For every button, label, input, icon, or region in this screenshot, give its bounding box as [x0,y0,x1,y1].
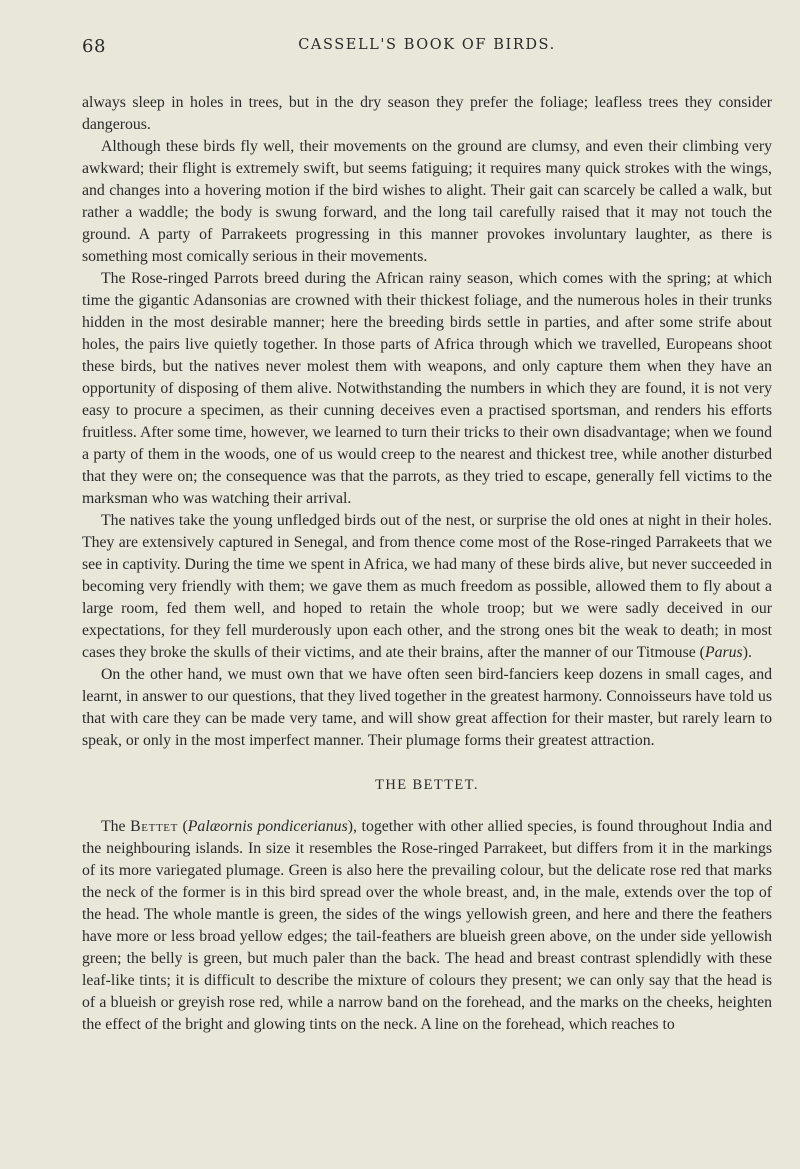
paragraph-bettet-paren-open: ( [177,818,188,835]
body-text [82,92,772,1036]
bird-name: Bettet [130,818,178,835]
section-heading: THE BETTET. [375,777,479,793]
paragraph-bettet-lead: The [101,818,131,835]
paragraph-bettet-text: ), together with other allied species, is found throughout India and the neighbouring islands. In size it resembles the Rose-ringed Parrakeet, but differs from it in the markings of its more variegated plumage. Green is also here the prevailing colour, but the delicate rose red that marks the neck of the former is in this bird spread over the whole breast, and, in the male, extends over the top of the head. The whole mantle is green, the sides of the wings yellowish green, and here and there the feathers have more or less broad yellow edges; the tail-feathers are blueish green above, on the under side yellowish green; the belly is green, but much paler than the back. The head and breast contrast splendidly with these leaf-like tints; it is difficult to describe the mixture of colours they present; we can only say that the head is of a blueish or greyish rose red, while a narrow band on the forehead, and the marks on the cheeks, heighten the effect of the bright and glowing tints on the neck. A line on the forehead, which reaches to [82,818,772,1033]
paragraph-breeding: The Rose-ringed Parrots breed during the African rainy season, which comes with the spring; at which time the gigantic Adansonias are crowned with their thickest foliage, and the numerous holes in their trunks hidden in the most desirable manner; here the breeding birds settle in parties, and after some strife about holes, the pairs live quietly together. In those parts of Africa through which we travelled, Europeans shoot these birds, but the natives never molest them with weapons, and only capture them when they have an opportunity of disposing of them alive. Notwithstanding the numbers in which they are found, it is not very easy to procure a specimen, as their cunning deceives even a practised sportsman, and renders his efforts fruitless. After some time, however, we learned to turn their tricks to their own disadvantage; when we found a party of them in the woods, one of us would creep to the nearest and thickest tree, while another disturbed that they were on; the consequence was that the parrots, as they tried to escape, generally fell victims to the marksman who was watching their arrival. [82,270,772,507]
species-name: Palæornis pondicerianus [187,818,348,835]
page-number: 68 [82,36,106,57]
paragraph-bird-fanciers: On the other hand, we must own that we have often seen bird-fanciers keep dozens in small cages, and learnt, in answer to our questions, that they lived together in the greatest harmony. Connoisseurs have told us that with care they can be made very tame, and will show great affection for their master, but rarely learn to speak, or only in the most imperfect manner. Their plumage forms their greatest attraction. [82,666,772,749]
paragraph-continued: always sleep in holes in trees, but in the dry season they prefer the foliage; leafless trees they consider dangerous. [82,94,772,133]
genus-name: Parus [704,644,743,661]
book-page [0,36,800,1169]
paragraph-bettet [82,816,772,1036]
running-head [82,36,772,56]
running-title: CASSELL'S BOOK OF BIRDS. [298,37,556,53]
paragraph-captivity-text: The natives take the young unfledged birds out of the nest, or surprise the old ones at night in their holes. They are extensively captured in Senegal, and from thence come most of the Rose-ringed Parrakeets that we see in captivity. During the time we spent in Africa, we had many of these birds alive, but never succeeded in becoming very friendly with them; we gave them as much freedom as possible, allowed them to fly about a large room, fed them well, and hoped to retain the whole troop; but we were sadly deceived in our expectations, for they fell murderously upon each other, and the strong ones bit the weak to death; in most cases they broke the skulls of their victims, and ate their brains, after the manner of our Titmouse ( [82,512,772,661]
paragraph-movements: Although these birds fly well, their movements on the ground are clumsy, and even their climbing very awkward; their flight is extremely swift, but seems fatiguing; it requires many quick strokes with the wings, and changes into a hovering motion if the bird wishes to alight. Their gait can scarcely be called a walk, but rather a waddle; the body is swung forward, and the long tail carefully raised that it may not touch the ground. A party of Parrakeets progressing in this manner provokes involuntary laughter, as there is something most comically serious in their movements. [82,138,772,265]
paragraph-captivity [82,510,772,664]
paragraph-captivity-end: ). [742,644,752,661]
